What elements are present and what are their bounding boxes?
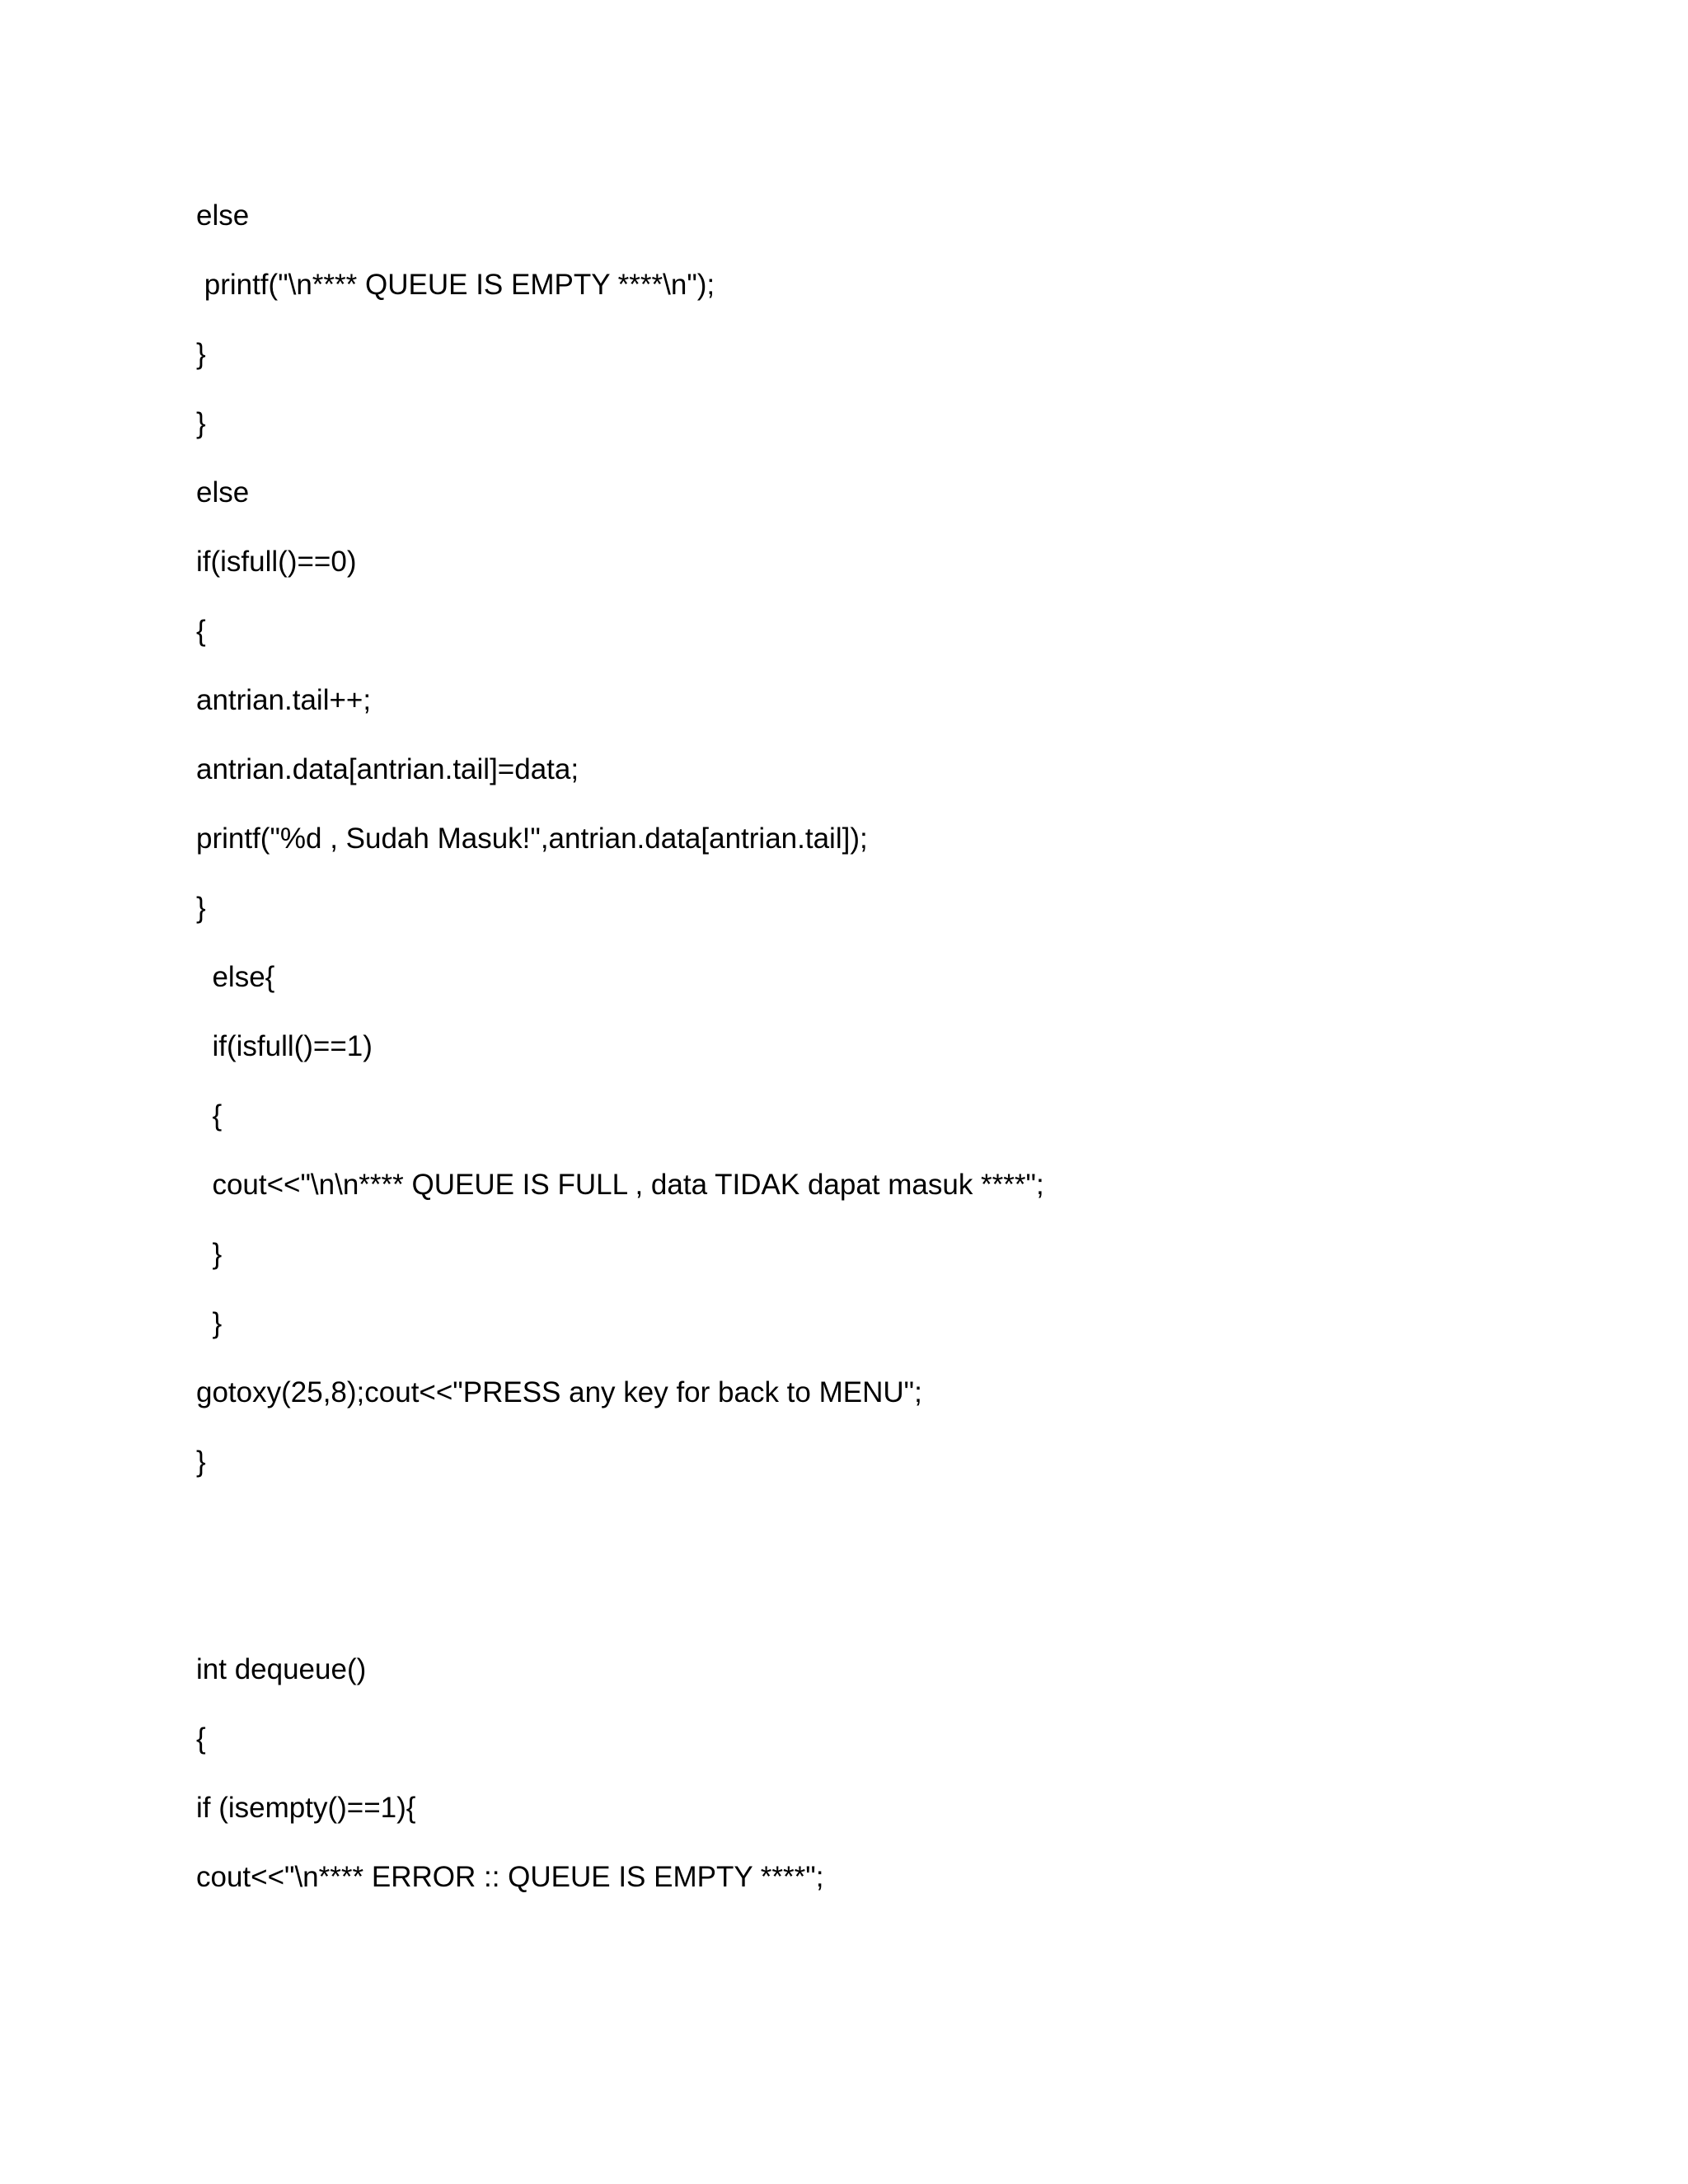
code-line: else{: [196, 961, 275, 993]
code-line: printf("\n**** QUEUE IS EMPTY ****\n");: [196, 269, 715, 301]
code-line: }: [196, 338, 206, 370]
code-line: {: [196, 1722, 206, 1755]
code-line: if(isfull()==1): [196, 1030, 373, 1062]
blank-line: [196, 1507, 1515, 1576]
code-line: }: [196, 407, 206, 439]
code-line: cout<<"\n**** ERROR :: QUEUE IS EMPTY ****";: [196, 1861, 824, 1893]
code-line: else: [196, 476, 250, 509]
code-line: if(isfull()==0): [196, 546, 357, 578]
code-line: antrian.tail++;: [196, 684, 372, 716]
code-line: }: [196, 1446, 206, 1478]
code-line: else: [196, 199, 250, 232]
code-line: {: [196, 1099, 223, 1132]
code-line: int dequeue(): [196, 1653, 367, 1685]
code-line: }: [196, 1238, 223, 1270]
code-line: antrian.data[antrian.tail]=data;: [196, 753, 579, 785]
code-line: {: [196, 615, 206, 647]
code-line: }: [196, 892, 206, 924]
code-line: }: [196, 1307, 223, 1339]
code-listing: [196, 191, 1515, 1922]
code-line: gotoxy(25,8);cout<<"PRESS any key for back to MENU";: [196, 1376, 922, 1408]
code-line: if (isempty()==1){: [196, 1792, 416, 1824]
code-line: cout<<"\n\n**** QUEUE IS FULL , data TIDAK dapat masuk ****";: [196, 1169, 1044, 1201]
code-line: printf("%d , Sudah Masuk!",antrian.data[antrian.tail]);: [196, 823, 868, 855]
blank-line: [196, 1576, 1515, 1645]
